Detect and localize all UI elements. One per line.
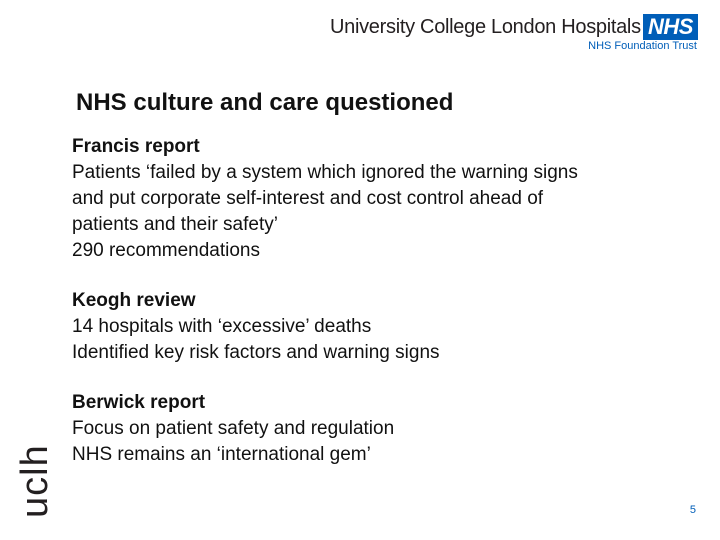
- section-line: 290 recommendations: [72, 240, 260, 261]
- section-heading: Francis report: [72, 136, 200, 157]
- nhs-logo: NHS: [643, 14, 698, 40]
- section-keogh-review: [72, 288, 692, 366]
- uclh-logo-text: uclh: [14, 444, 56, 518]
- section-heading: Keogh review: [72, 290, 196, 311]
- section-line: NHS remains an ‘international gem’: [72, 444, 371, 465]
- slide-title: NHS culture and care questioned: [76, 89, 454, 116]
- organisation-name: University College London Hospitals: [330, 16, 641, 38]
- section-line: 14 hospitals with ‘excessive’ deaths: [72, 316, 372, 337]
- section-line: Focus on patient safety and regulation: [72, 418, 395, 439]
- section-francis-report: [72, 134, 692, 264]
- page-number: 5: [689, 504, 696, 516]
- section-line: patients and their safety’: [72, 214, 278, 235]
- trust-name: NHS Foundation Trust: [588, 40, 697, 52]
- slide-content: [72, 134, 692, 492]
- section-berwick-report: [72, 390, 692, 468]
- section-line: Identified key risk factors and warning signs: [72, 342, 440, 363]
- section-line: and put corporate self-interest and cost control ahead of: [72, 188, 544, 209]
- section-line: Patients ‘failed by a system which ignored the warning signs: [72, 162, 578, 183]
- section-heading: Berwick report: [72, 392, 206, 413]
- uclh-logo-icon: [14, 390, 56, 520]
